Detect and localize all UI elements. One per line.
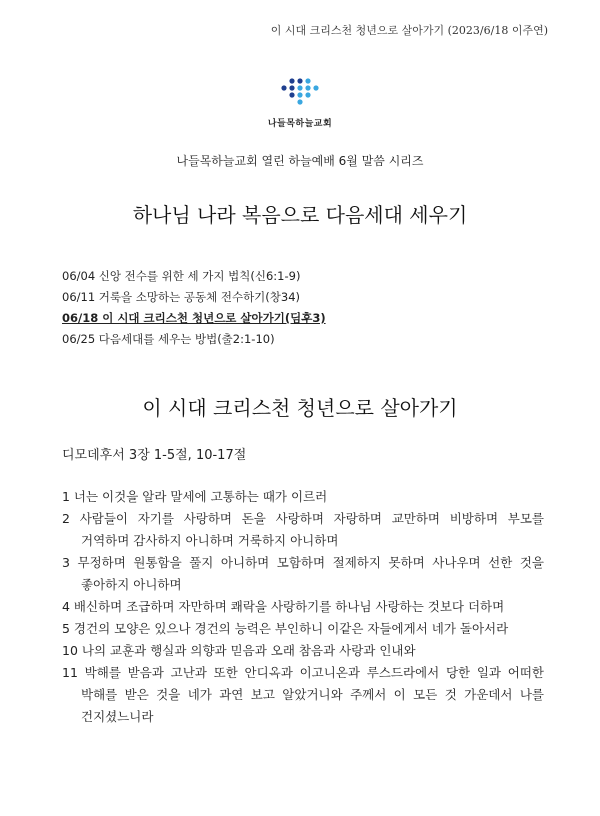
church-logo	[0, 76, 600, 129]
verse: 3 무정하며 원통함을 풀지 아니하며 모함하며 절제하지 못하며 사나우며 선한 것을 좋아하지 아니하며	[62, 555, 544, 592]
verse: 5 경건의 모양은 있으나 경건의 능력은 부인하니 이같은 자들에게서 네가 돌아서라	[62, 621, 509, 636]
verse: 1 너는 이것을 알라 말세에 고통하는 때가 이르러	[62, 489, 328, 504]
scripture-reference: 디모데후서 3장 1-5절, 10-17절	[62, 448, 247, 463]
sermon-title: 이 시대 크리스천 청년으로 살아가기	[142, 396, 458, 420]
church-name: 나들목하늘교회	[267, 119, 333, 129]
series-title: 나들목하늘교회 열린 하늘예배 6월 말씀 시리즈	[176, 154, 424, 168]
verse: 4 배신하며 조급하며 자만하며 쾌락을 사랑하기를 하나님 사랑하는 것보다 더하며	[62, 599, 505, 614]
main-title: 하나님 나라 복음으로 다음세대 세우기	[132, 203, 468, 227]
schedule-item-current: 06/18 이 시대 크리스천 청년으로 살아가기(딤후3)	[62, 311, 326, 325]
church-logo-dots-icon	[278, 76, 322, 110]
verse: 11 박해를 받음과 고난과 또한 안디옥과 이고니온과 루스드라에서 당한 일과 어떠한 박해를 받은 것을 네가 과연 보고 알았거니와 주께서 이 모든 것 가운데서 나를 건지셨느니라	[62, 665, 544, 724]
scripture-verses	[62, 486, 544, 728]
header-note: 이 시대 크리스천 청년으로 살아가기 (2023/6/18 이주연)	[270, 24, 548, 37]
schedule-item: 06/04 신앙 전수를 위한 세 가지 법칙(신6:1-9)	[62, 269, 301, 283]
verse: 10 나의 교훈과 행실과 의향과 믿음과 오래 참음과 사랑과 인내와	[62, 643, 416, 658]
schedule-item: 06/11 거룩을 소망하는 공동체 전수하기(창34)	[62, 290, 301, 304]
sermon-schedule	[62, 266, 542, 350]
schedule-item: 06/25 다음세대를 세우는 방법(출2:1-10)	[62, 332, 275, 346]
verse: 2 사람들이 자기를 사랑하며 돈을 사랑하며 자랑하며 교만하며 비방하며 부모를 거역하며 감사하지 아니하며 거룩하지 아니하며	[62, 511, 544, 548]
